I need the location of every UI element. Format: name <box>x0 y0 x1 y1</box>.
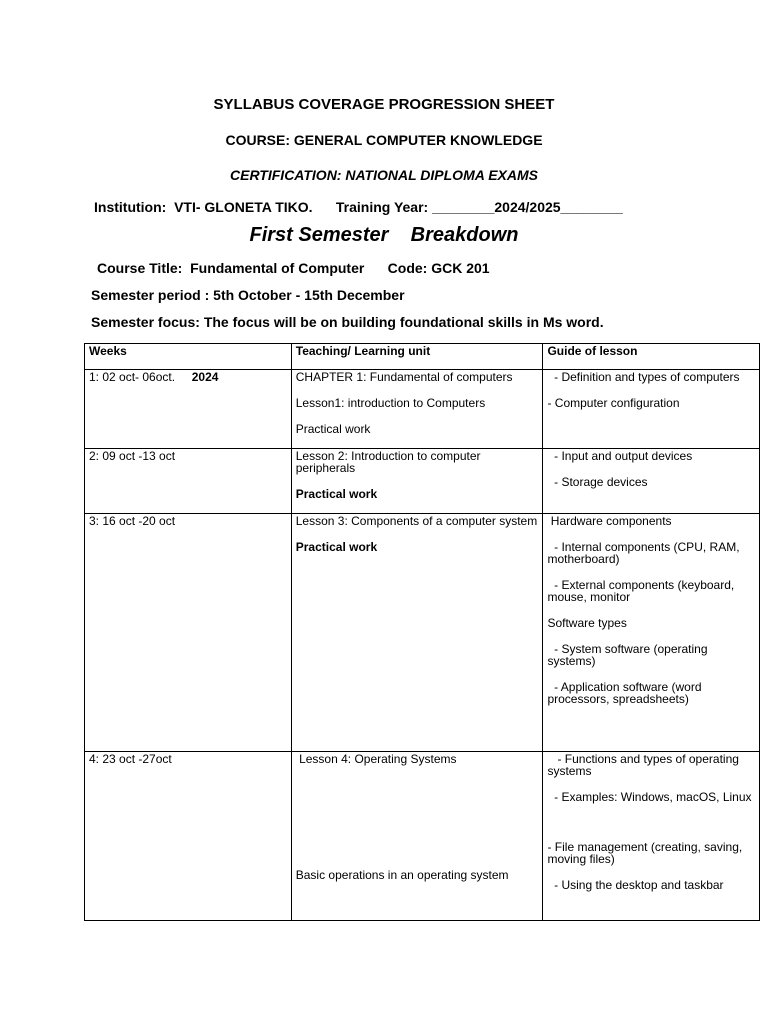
header-guide: Guide of lesson <box>543 344 760 370</box>
week-text: 4: 23 oct -27oct <box>89 752 172 766</box>
week-text: 2: 09 oct -13 oct <box>89 449 176 463</box>
guide-text: - Input and output devices <box>547 449 693 463</box>
unit-text: Practical work <box>295 540 378 554</box>
week-cell <box>85 449 292 514</box>
week-text: 3: 16 oct -20 oct <box>89 514 176 528</box>
guide-text: - Computer configuration <box>547 396 680 410</box>
week-cell <box>85 370 292 449</box>
semester-period: Semester period : 5th October - 15th December <box>91 287 405 303</box>
guide-text: - Examples: Windows, macOS, Linux <box>547 790 752 804</box>
semester-focus: Semester focus: The focus will be on building foundational skills in Ms word. <box>91 314 604 330</box>
table-header-row <box>85 344 760 370</box>
semester-title: First Semester Breakdown <box>249 224 519 246</box>
course-heading: COURSE: GENERAL COMPUTER KNOWLEDGE <box>225 132 543 148</box>
guide-text: - Internal components (CPU, RAM, motherboard) <box>547 540 743 566</box>
table-row <box>85 752 760 921</box>
unit-cell <box>291 752 543 921</box>
unit-cell <box>291 370 543 449</box>
table-row <box>85 449 760 514</box>
header-weeks: Weeks <box>85 344 292 370</box>
guide-text: Software types <box>547 616 627 630</box>
guide-text: - File management (creating, saving, moving files) <box>547 840 743 866</box>
guide-text: - Using the desktop and taskbar <box>547 878 724 892</box>
week-text: 1: 02 oct- 06oct. <box>89 370 192 384</box>
unit-cell <box>291 514 543 752</box>
guide-text: - External components (keyboard, mouse, monitor <box>547 578 738 604</box>
guide-cell <box>543 449 760 514</box>
certification-heading: CERTIFICATION: NATIONAL DIPLOMA EXAMS <box>230 167 538 183</box>
table-row <box>85 514 760 752</box>
unit-text: Lesson1: introduction to Computers <box>295 396 486 410</box>
course-title-line: Course Title: Fundamental of Computer Code: GCK 201 <box>97 260 490 276</box>
unit-text: Lesson 2: Introduction to computer peripherals <box>295 449 481 475</box>
table-row <box>85 370 760 449</box>
guide-cell <box>543 514 760 752</box>
unit-text: CHAPTER 1: Fundamental of computers <box>295 370 513 384</box>
week-cell <box>85 752 292 921</box>
week-year: 2024 <box>191 370 219 384</box>
unit-text: Basic operations in an operating system <box>295 868 509 882</box>
unit-cell <box>291 449 543 514</box>
unit-text: Lesson 3: Components of a computer system <box>295 514 538 528</box>
guide-text: - Application software (word processors, spreadsheets) <box>547 680 705 706</box>
guide-text: - Functions and types of operating systems <box>547 752 743 778</box>
guide-text: - System software (operating systems) <box>547 642 711 668</box>
guide-text: - Storage devices <box>547 475 648 489</box>
guide-text: Hardware components <box>547 514 672 528</box>
week-cell <box>85 514 292 752</box>
guide-text: - Definition and types of computers <box>547 370 740 384</box>
sheet-title: SYLLABUS COVERAGE PROGRESSION SHEET <box>213 96 555 113</box>
unit-text: Practical work <box>295 422 371 436</box>
syllabus-table <box>84 343 760 921</box>
guide-cell <box>543 752 760 921</box>
unit-text: Practical work <box>295 487 378 501</box>
institution-line: Institution: VTI- GLONETA TIKO. Training Year: ________2024/2025________ <box>94 199 623 215</box>
guide-cell <box>543 370 760 449</box>
unit-text: Lesson 4: Operating Systems <box>295 752 457 766</box>
header-unit: Teaching/ Learning unit <box>291 344 543 370</box>
